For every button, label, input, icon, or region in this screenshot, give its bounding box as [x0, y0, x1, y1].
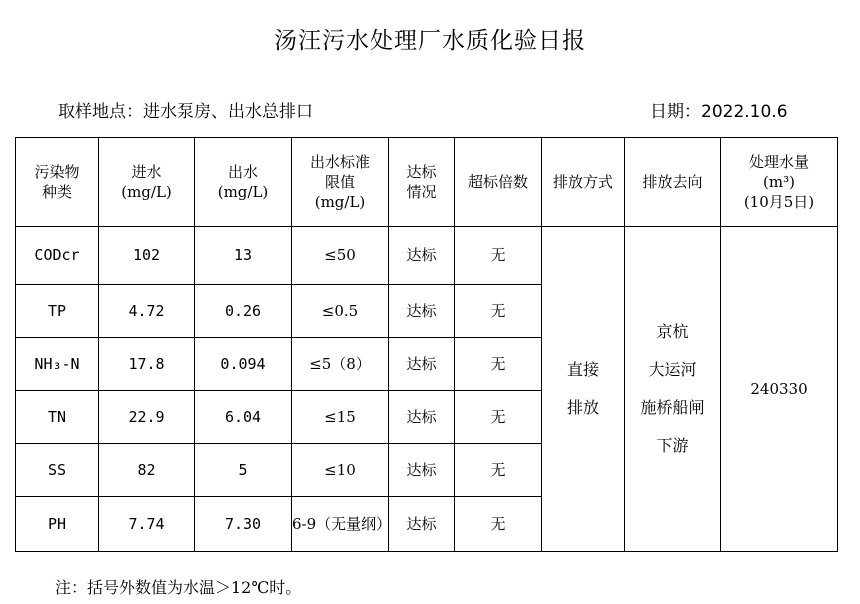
header-status: 达标 情况: [389, 138, 455, 227]
limit-value: ≤50: [292, 227, 389, 285]
header-inflow: 进水 (mg/L): [99, 138, 195, 227]
pollutant-name: TN: [16, 391, 99, 444]
header-discharge-dest: 排放去向: [625, 138, 721, 227]
outflow-value: 0.26: [195, 285, 292, 338]
status-value: 达标: [389, 444, 455, 497]
inflow-value: 102: [99, 227, 195, 285]
sampling-location: 取样地点：进水泵房、出水总排口: [58, 102, 313, 122]
status-value: 达标: [389, 338, 455, 391]
discharge-dest-cell: 京杭 大运河 施桥船闸 下游: [625, 227, 721, 552]
inflow-value: 7.74: [99, 497, 195, 552]
report-date: 日期：2022.10.6: [650, 102, 788, 122]
header-limit: 出水标准 限值 (mg/L): [292, 138, 389, 227]
status-value: 达标: [389, 227, 455, 285]
limit-value: ≤5（8）: [292, 338, 389, 391]
inflow-value: 17.8: [99, 338, 195, 391]
pollutant-name: SS: [16, 444, 99, 497]
pollutant-name: NH₃-N: [16, 338, 99, 391]
pollutant-name: TP: [16, 285, 99, 338]
exceed-value: 无: [455, 391, 542, 444]
exceed-value: 无: [455, 285, 542, 338]
exceed-value: 无: [455, 444, 542, 497]
outflow-value: 13: [195, 227, 292, 285]
status-value: 达标: [389, 497, 455, 552]
header-volume: 处理水量 (m³) (10月5日): [721, 138, 838, 227]
volume-value: 240330: [721, 227, 838, 552]
footnote: 注：括号外数值为水温＞12℃时。: [55, 578, 302, 597]
status-value: 达标: [389, 391, 455, 444]
limit-value: ≤10: [292, 444, 389, 497]
header-row: [16, 138, 838, 227]
limit-value: 6-9（无量纲）: [292, 497, 389, 552]
exceed-value: 无: [455, 497, 542, 552]
inflow-value: 4.72: [99, 285, 195, 338]
pollutant-name: CODcr: [16, 227, 99, 285]
header-exceed: 超标倍数: [455, 138, 542, 227]
page-title: 汤汪污水处理厂水质化验日报: [274, 28, 586, 54]
exceed-value: 无: [455, 338, 542, 391]
inflow-value: 82: [99, 444, 195, 497]
header-discharge-method: 排放方式: [542, 138, 625, 227]
header-pollutant: 污染物 种类: [16, 138, 99, 227]
exceed-value: 无: [455, 227, 542, 285]
discharge-method-cell: 直接 排放: [542, 227, 625, 552]
pollutant-name: PH: [16, 497, 99, 552]
limit-value: ≤0.5: [292, 285, 389, 338]
header-outflow: 出水 (mg/L): [195, 138, 292, 227]
table-row: [16, 227, 838, 285]
status-value: 达标: [389, 285, 455, 338]
inflow-value: 22.9: [99, 391, 195, 444]
outflow-value: 7.30: [195, 497, 292, 552]
outflow-value: 6.04: [195, 391, 292, 444]
limit-value: ≤15: [292, 391, 389, 444]
outflow-value: 5: [195, 444, 292, 497]
outflow-value: 0.094: [195, 338, 292, 391]
water-quality-table: [15, 137, 838, 552]
